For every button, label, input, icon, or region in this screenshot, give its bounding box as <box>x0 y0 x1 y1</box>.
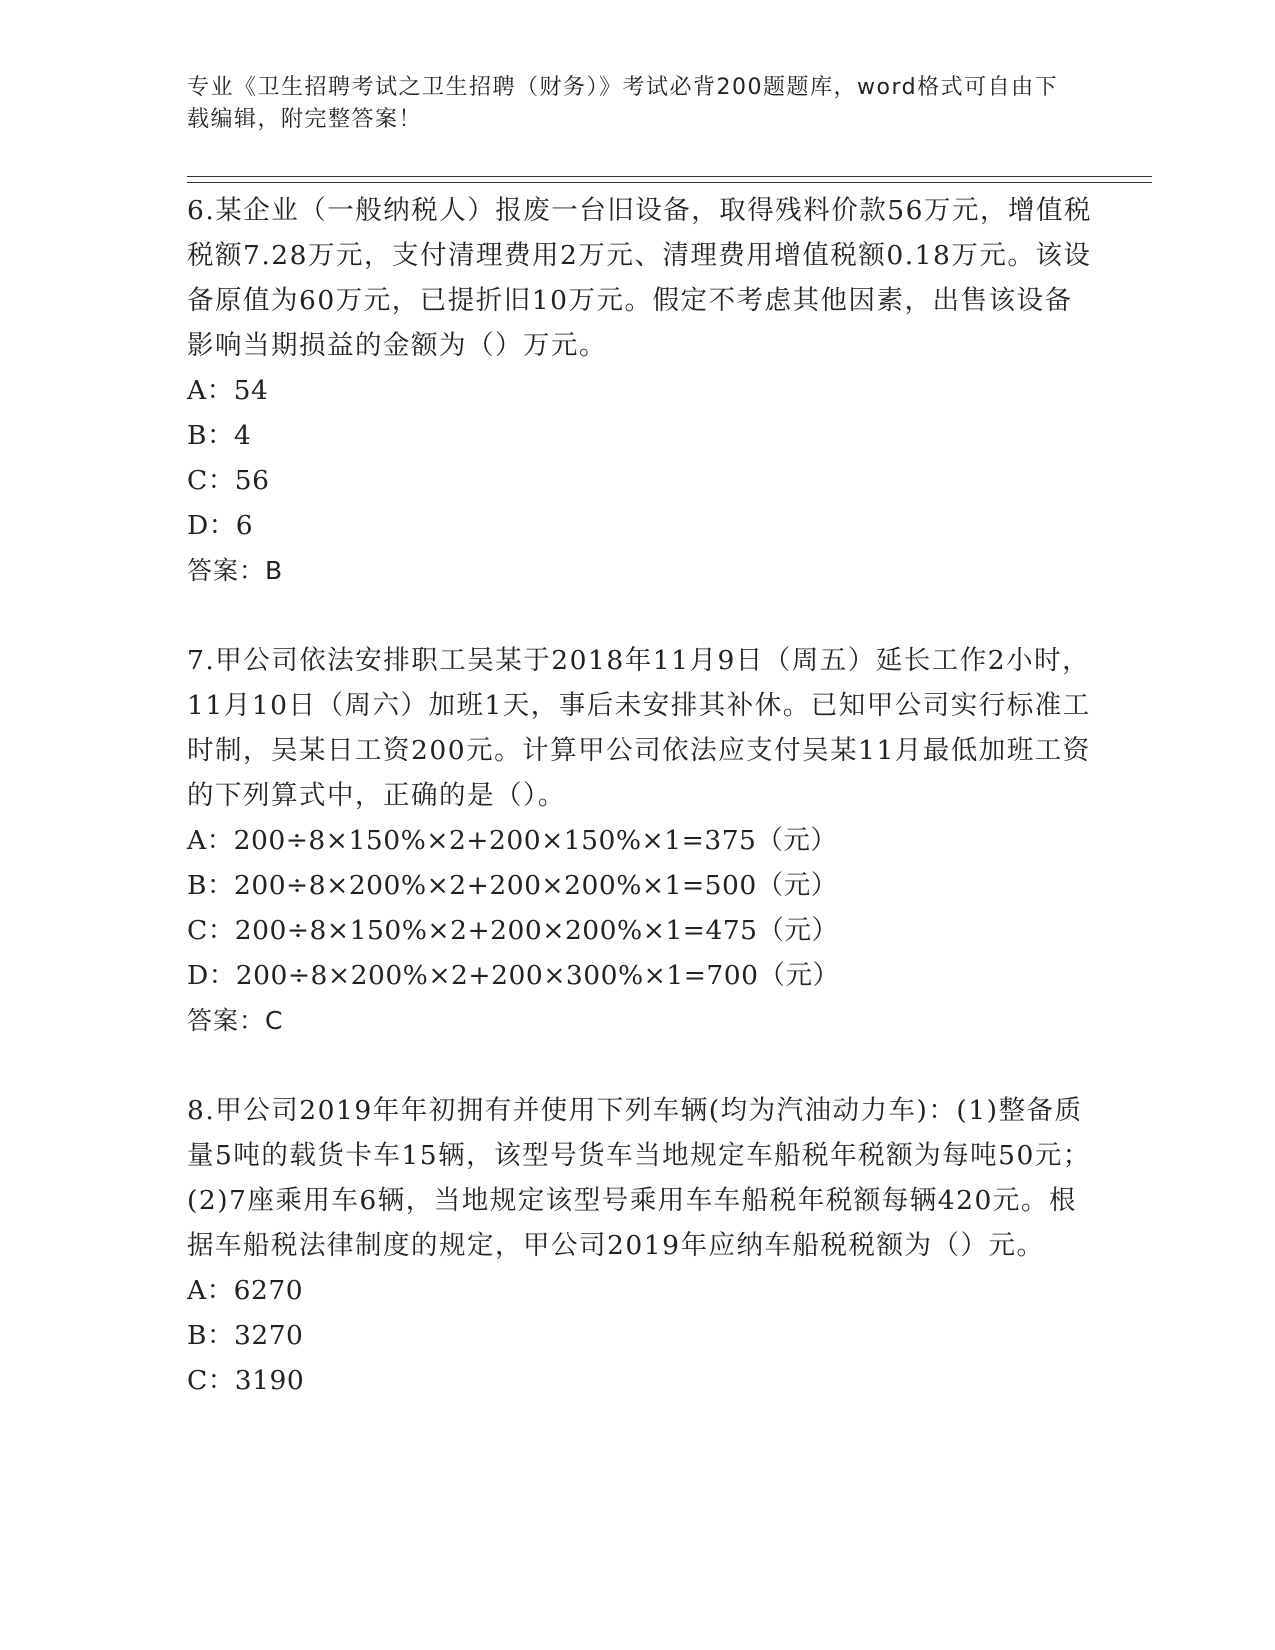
question-7 <box>187 638 1092 1043</box>
option-d: D：6 <box>187 510 254 541</box>
answer-line: 答案：B <box>187 556 284 585</box>
option-a: A：200÷8×150%×2+200×150%×1=375（元） <box>187 825 838 856</box>
question-6 <box>187 188 1092 593</box>
question-list <box>187 188 1092 1403</box>
option-c: C：56 <box>187 465 270 496</box>
question-8 <box>187 1088 1092 1403</box>
option-b: B：4 <box>187 420 252 451</box>
document-header: 专业《卫生招聘考试之卫生招聘（财务）》考试必背200题题库，word格式可自由下载编辑，附完整答案！ <box>187 75 1059 132</box>
question-spacer <box>187 1043 1092 1088</box>
option-d: D：200÷8×200%×2+200×300%×1=700（元） <box>187 960 840 991</box>
option-a: A：6270 <box>187 1275 304 1306</box>
header-divider-top <box>187 176 1152 177</box>
option-c: C：200÷8×150%×2+200×200%×1=475（元） <box>187 915 839 946</box>
header-divider-bottom <box>187 182 1152 183</box>
option-c: C：3190 <box>187 1365 305 1396</box>
question-stem: 7.甲公司依法安排职工吴某于2018年11月9日（周五）延长工作2小时，11月10日（周六）加班1天，事后未安排其补休。已知甲公司实行标准工时制，吴某日工资200元。计算甲公司依法应支付吴某11月最低加班工资的下列算式中，正确的是（）。 <box>187 645 1091 811</box>
option-a: A：54 <box>187 375 269 406</box>
question-stem: 8.甲公司2019年年初拥有并使用下列车辆(均为汽油动力车)：(1)整备质量5吨的载货卡车15辆，该型号货车当地规定车船税年税额为每吨50元；(2)7座乘用车6辆，当地规定该型号乘用车车船税年税额每辆420元。根据车船税法律制度的规定，甲公司2019年应纳车船税税额为（）元。 <box>187 1095 1091 1261</box>
option-b: B：200÷8×200%×2+200×200%×1=500（元） <box>187 870 838 901</box>
question-stem: 6.某企业（一般纳税人）报废一台旧设备，取得残料价款56万元，增值税税额7.28万元，支付清理费用2万元、清理费用增值税额0.18万元。该设备原值为60万元，已提折旧10万元。假定不考虑其他因素，出售该设备影响当期损益的金额为（）万元。 <box>187 195 1093 361</box>
option-b: B：3270 <box>187 1320 304 1351</box>
answer-line: 答案：C <box>187 1006 284 1035</box>
question-spacer <box>187 593 1092 638</box>
